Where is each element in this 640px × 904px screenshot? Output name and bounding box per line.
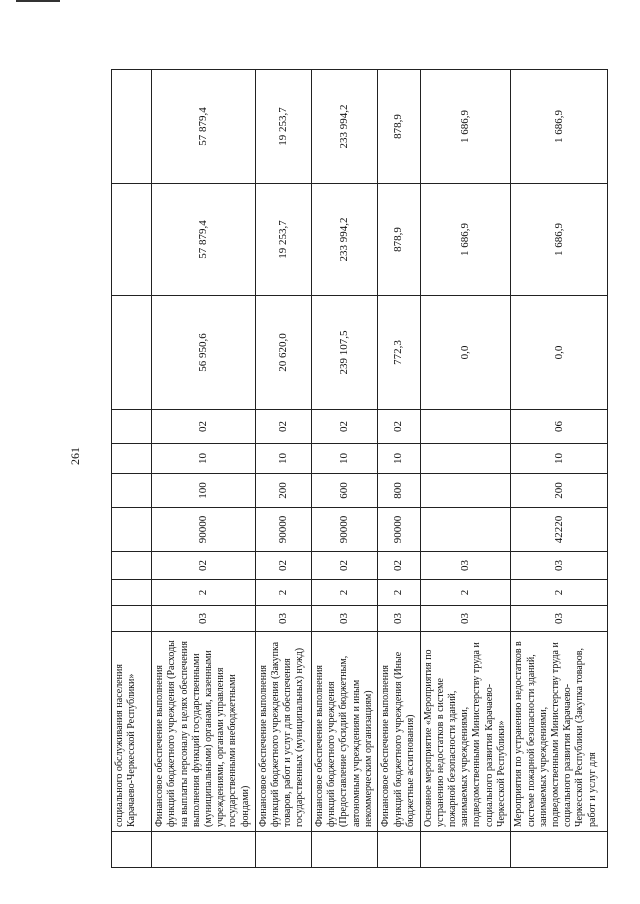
code-cell — [112, 410, 152, 444]
code-cell: 2 — [312, 580, 378, 606]
code-cell: 02 — [255, 552, 311, 580]
blank-cell — [112, 832, 152, 868]
code-cell — [420, 508, 511, 552]
code-cell: 02 — [255, 410, 311, 444]
page-number: 261 — [68, 447, 82, 465]
amount-cell: 57 879,4 — [152, 70, 256, 184]
code-cell: 02 — [378, 552, 420, 580]
code-cell: 200 — [255, 474, 311, 508]
amount-cell: 239 107,5 — [312, 296, 378, 410]
row-name-cell: Финансовое обеспечение выполнения функций бюджетного учреждения (Расходы на выплаты персоналу в целях обеспечения выполнения функций государственными (муниципальными) органами, казенными учреждениями, органами управления государственными внебюджетными фондами) — [152, 632, 256, 832]
code-cell: 10 — [152, 444, 256, 474]
code-cell: 03 — [152, 606, 256, 632]
amount-cell: 0,0 — [420, 296, 511, 410]
blank-cell — [511, 832, 608, 868]
amount-cell: 0,0 — [511, 296, 608, 410]
code-cell: 10 — [511, 444, 608, 474]
code-cell: 42220 — [511, 508, 608, 552]
code-cell: 02 — [378, 410, 420, 444]
code-cell: 90000 — [255, 508, 311, 552]
code-cell: 03 — [378, 606, 420, 632]
amount-cell: 878,9 — [378, 70, 420, 184]
code-cell: 03 — [312, 606, 378, 632]
code-cell: 600 — [312, 474, 378, 508]
code-cell — [112, 552, 152, 580]
code-cell — [420, 444, 511, 474]
table-body — [112, 70, 608, 868]
code-cell — [420, 474, 511, 508]
code-cell: 2 — [420, 580, 511, 606]
amount-cell: 57 879,4 — [152, 184, 256, 296]
table-row — [378, 70, 420, 868]
code-cell: 03 — [511, 552, 608, 580]
row-name-cell: Основное мероприятие «Мероприятия по устранению недостатков в системе пожарной безопасности зданий, занимаемых учреждениями, подведомственными Министерству труда и социального развития Карачаево-Черкесской Республики» — [420, 632, 511, 832]
amount-cell — [112, 184, 152, 296]
code-cell — [420, 410, 511, 444]
code-cell: 10 — [255, 444, 311, 474]
code-cell: 02 — [312, 410, 378, 444]
code-cell: 10 — [378, 444, 420, 474]
amount-cell: 878,9 — [378, 184, 420, 296]
amount-cell: 19 253,7 — [255, 70, 311, 184]
blank-cell — [152, 832, 256, 868]
code-cell: 2 — [378, 580, 420, 606]
amount-cell: 1 686,9 — [511, 184, 608, 296]
table-row — [312, 70, 378, 868]
blank-cell — [420, 832, 511, 868]
code-cell: 03 — [255, 606, 311, 632]
rotated-table-container — [111, 70, 608, 868]
code-cell: 90000 — [378, 508, 420, 552]
amount-cell: 56 950,6 — [152, 296, 256, 410]
row-name-cell: Финансовое обеспечение выполнения функций бюджетного учреждения (Иные бюджетные ассигнования) — [378, 632, 420, 832]
code-cell: 90000 — [312, 508, 378, 552]
row-name-cell: Мероприятия по устранению недостатков в системе пожарной безопасности зданий, занимаемых учреждениями, подведомственными Министерству труда и социального развития Карачаево-Черкесской Республики (Закупка товаров, работ и услуг для — [511, 632, 608, 832]
code-cell: 2 — [255, 580, 311, 606]
code-cell: 03 — [420, 552, 511, 580]
scan-corner-mark — [16, 0, 60, 2]
budget-table — [111, 69, 608, 868]
table-row — [511, 70, 608, 868]
code-cell — [112, 474, 152, 508]
code-cell: 02 — [312, 552, 378, 580]
table-row — [420, 70, 511, 868]
code-cell: 90000 — [152, 508, 256, 552]
code-cell: 200 — [511, 474, 608, 508]
amount-cell: 1 686,9 — [420, 70, 511, 184]
amount-cell: 1 686,9 — [511, 70, 608, 184]
code-cell — [112, 444, 152, 474]
code-cell: 2 — [152, 580, 256, 606]
amount-cell: 19 253,7 — [255, 184, 311, 296]
code-cell — [112, 580, 152, 606]
amount-cell: 20 620,0 — [255, 296, 311, 410]
code-cell: 03 — [420, 606, 511, 632]
code-cell: 03 — [511, 606, 608, 632]
row-name-cell: Финансовое обеспечение выполнения функций бюджетного учреждения (Предоставление субсидий бюджетным, автономным учреждениям и иным некоммерческим организациям) — [312, 632, 378, 832]
amount-cell: 233 994,2 — [312, 184, 378, 296]
code-cell — [112, 508, 152, 552]
code-cell: 02 — [152, 552, 256, 580]
code-cell: 800 — [378, 474, 420, 508]
row-name-cell: социального обслуживания населения Карачаево-Черкесской Республики» — [112, 632, 152, 832]
table-row — [255, 70, 311, 868]
code-cell: 10 — [312, 444, 378, 474]
amount-cell: 772,3 — [378, 296, 420, 410]
code-cell: 2 — [511, 580, 608, 606]
amount-cell: 1 686,9 — [420, 184, 511, 296]
code-cell: 06 — [511, 410, 608, 444]
blank-cell — [378, 832, 420, 868]
table-row — [152, 70, 256, 868]
code-cell: 02 — [152, 410, 256, 444]
amount-cell: 233 994,2 — [312, 70, 378, 184]
table-row — [112, 70, 152, 868]
amount-cell — [112, 296, 152, 410]
code-cell — [112, 606, 152, 632]
budget-table-frame — [111, 70, 608, 868]
code-cell: 100 — [152, 474, 256, 508]
blank-cell — [255, 832, 311, 868]
blank-cell — [312, 832, 378, 868]
amount-cell — [112, 70, 152, 184]
row-name-cell: Финансовое обеспечение выполнения функций бюджетного учреждения (Закупка товаров, работ и услуг для обеспечения государственных (муниципальных) нужд) — [255, 632, 311, 832]
